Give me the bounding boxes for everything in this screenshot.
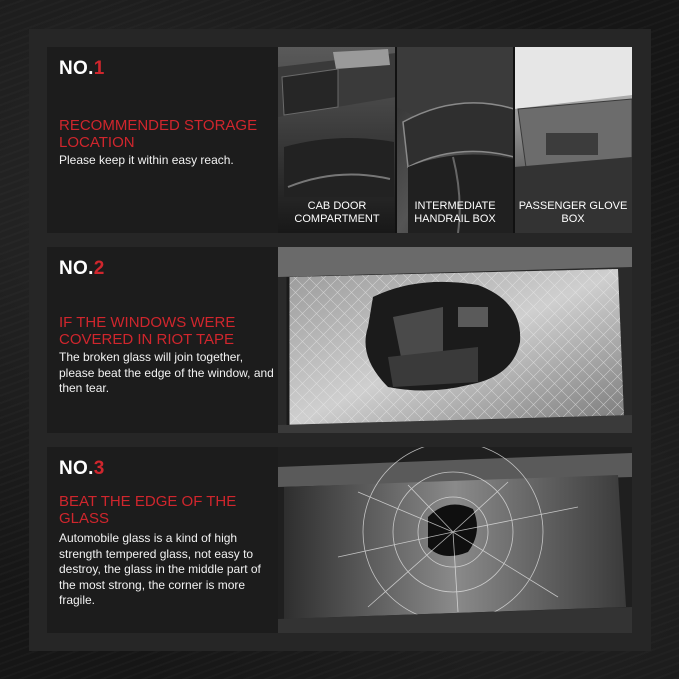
step-description-3: Automobile glass is a kind of high strength tempered glass, not easy to destroy, the glass in the middle part of the most strong, the corner is more fragile. xyxy=(59,531,261,607)
step-card-1 xyxy=(47,47,632,233)
step-number-3 xyxy=(59,458,105,480)
step-description-1: Please keep it within easy reach. xyxy=(59,153,234,167)
step-number-label: NO. xyxy=(59,58,94,79)
step-text-3 xyxy=(47,447,278,633)
step-heading-1: RECOMMENDED STORAGE LOCATION xyxy=(59,117,258,151)
step-number-digit: 3 xyxy=(93,458,105,479)
shattered-glass-photo xyxy=(278,447,632,633)
caption-cab-door: CAB DOOR COMPARTMENT xyxy=(294,200,380,225)
step-number-label: NO. xyxy=(59,258,94,279)
step-number-1 xyxy=(59,58,105,80)
caption-handrail-box: INTERMEDIATE HANDRAIL BOX xyxy=(414,200,496,225)
step-text-2 xyxy=(47,247,278,433)
step-heading-3: BEAT THE EDGE OF THE GLASS xyxy=(59,493,237,527)
step-text-1 xyxy=(47,47,278,233)
step-card-2 xyxy=(47,247,632,433)
caption-glove-box: PASSENGER GLOVE BOX xyxy=(518,200,628,225)
step-number-digit: 2 xyxy=(93,258,105,279)
step-card-3 xyxy=(47,447,632,633)
step-description-2: The broken glass will join together, please beat the edge of the window, and then tear. xyxy=(59,350,274,395)
broken-window-photo xyxy=(278,247,632,433)
step-number-label: NO. xyxy=(59,458,94,479)
step-number-2 xyxy=(59,258,105,280)
step-heading-2: IF THE WINDOWS WERE COVERED IN RIOT TAPE xyxy=(59,314,236,348)
step-number-digit: 1 xyxy=(93,58,105,79)
storage-locations-photo xyxy=(278,47,632,233)
